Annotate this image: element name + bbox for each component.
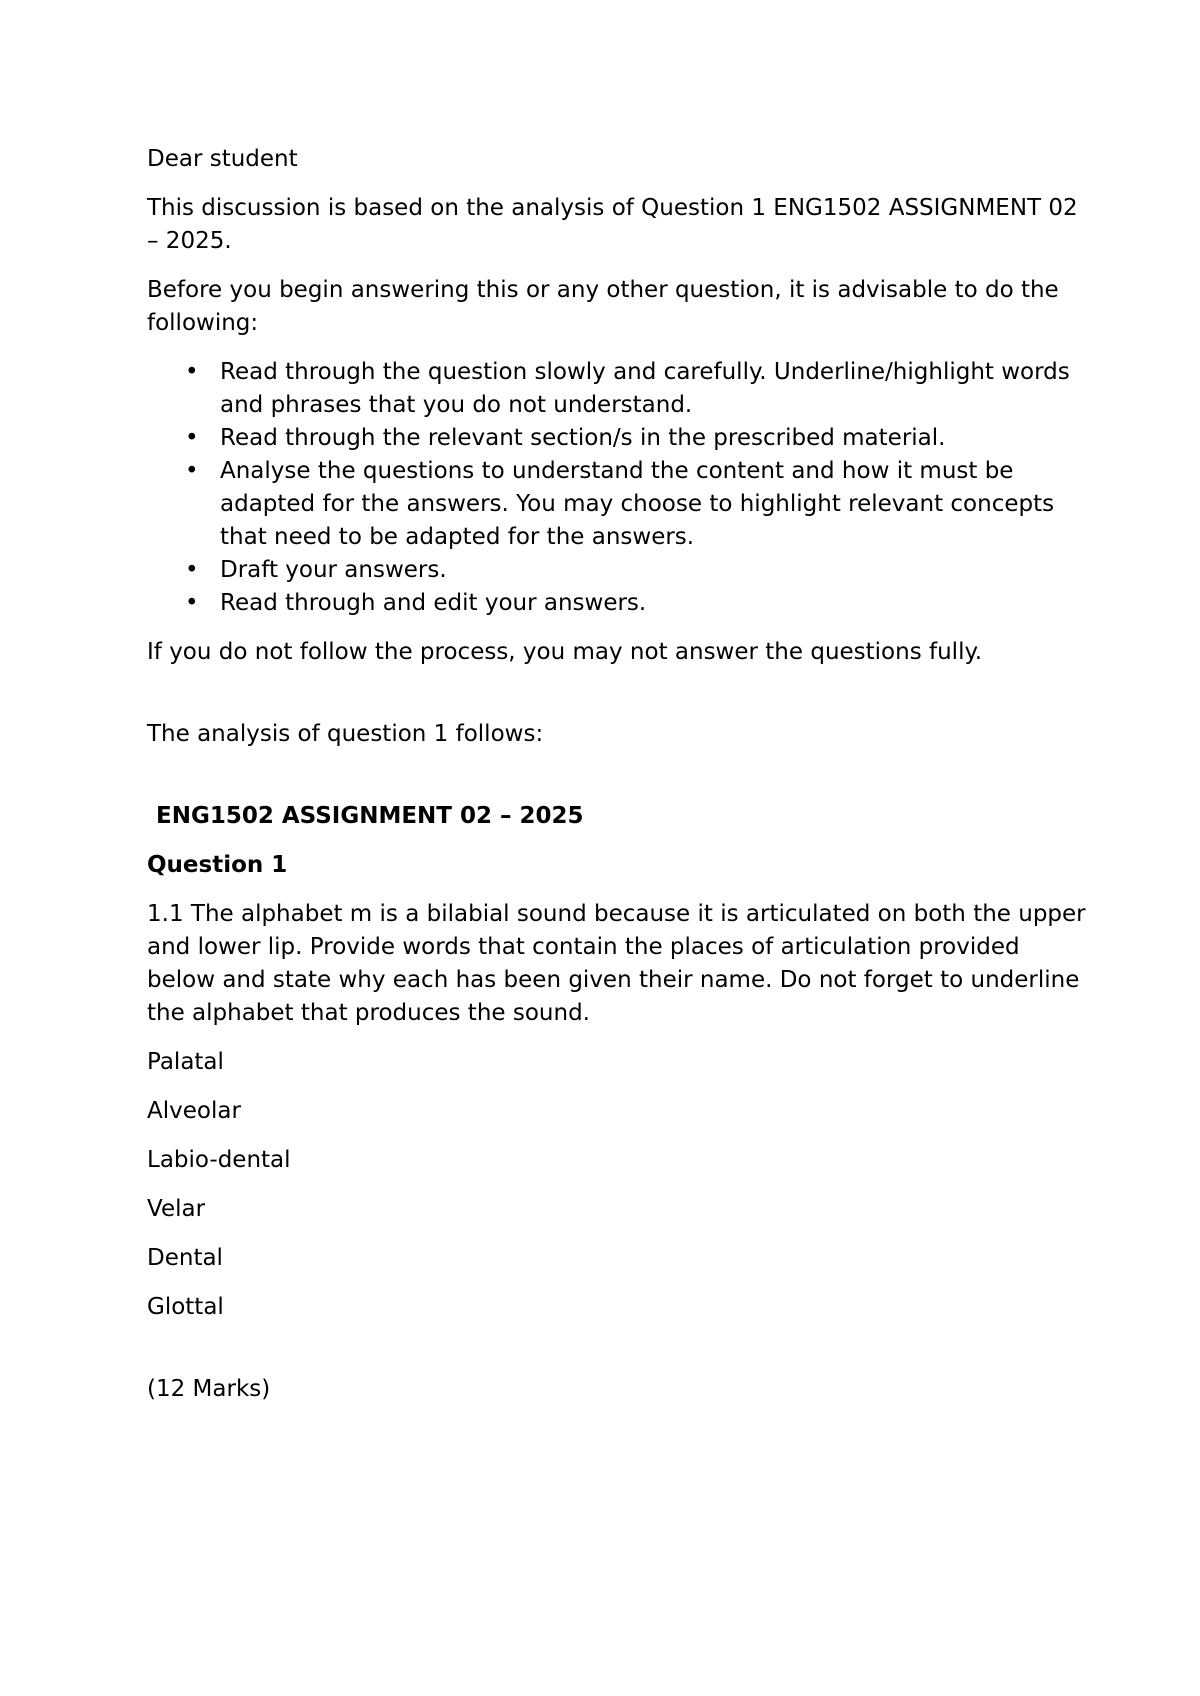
place-alveolar: Alveolar	[147, 1098, 241, 1124]
marks-label: (12 Marks)	[147, 1376, 271, 1402]
place-glottal: Glottal	[147, 1294, 224, 1320]
analysis-intro: The analysis of question 1 follows:	[147, 721, 544, 747]
place-palatal: Palatal	[147, 1049, 224, 1075]
greeting: Dear student	[147, 146, 298, 172]
question-text: 1.1 The alphabet m is a bilabial sound because it is articulated on both the upper and lower lip. Provide words that contain the places of articulation provided below and state why each has been given their name. Do not forget to underline the alphabet that produces the sound.	[147, 901, 1086, 1026]
list-item	[147, 422, 1087, 455]
step-text: Draft your answers.	[220, 557, 447, 583]
bullet-icon: •	[185, 590, 199, 616]
list-item	[147, 587, 1087, 620]
list-item	[147, 356, 1087, 422]
step-text: Read through the relevant section/s in the prescribed material.	[220, 425, 946, 451]
bullet-icon: •	[185, 425, 199, 451]
before-begin-paragraph: Before you begin answering this or any other question, it is advisable to do the following:	[147, 277, 1059, 336]
place-velar: Velar	[147, 1196, 206, 1222]
bullet-icon: •	[185, 557, 199, 583]
list-item	[147, 455, 1087, 554]
assignment-heading: ENG1502 ASSIGNMENT 02 – 2025	[156, 803, 584, 829]
step-text: Read through the question slowly and carefully. Underline/highlight words and phrases that you do not understand.	[220, 359, 1070, 418]
intro-paragraph: This discussion is based on the analysis of Question 1 ENG1502 ASSIGNMENT 02 – 2025.	[147, 195, 1078, 254]
document-page	[147, 143, 1087, 1422]
step-text: Analyse the questions to understand the content and how it must be adapted for the answers. You may choose to highlight relevant concepts that need to be adapted for the answers.	[220, 458, 1055, 550]
steps-list	[147, 356, 1087, 620]
bullet-icon: •	[185, 359, 199, 385]
warning-paragraph: If you do not follow the process, you may not answer the questions fully.	[147, 639, 983, 665]
bullet-icon: •	[185, 458, 199, 484]
question-heading: Question 1	[147, 852, 288, 878]
place-labio-dental: Labio-dental	[147, 1147, 291, 1173]
place-dental: Dental	[147, 1245, 223, 1271]
list-item	[147, 554, 1087, 587]
step-text: Read through and edit your answers.	[220, 590, 647, 616]
